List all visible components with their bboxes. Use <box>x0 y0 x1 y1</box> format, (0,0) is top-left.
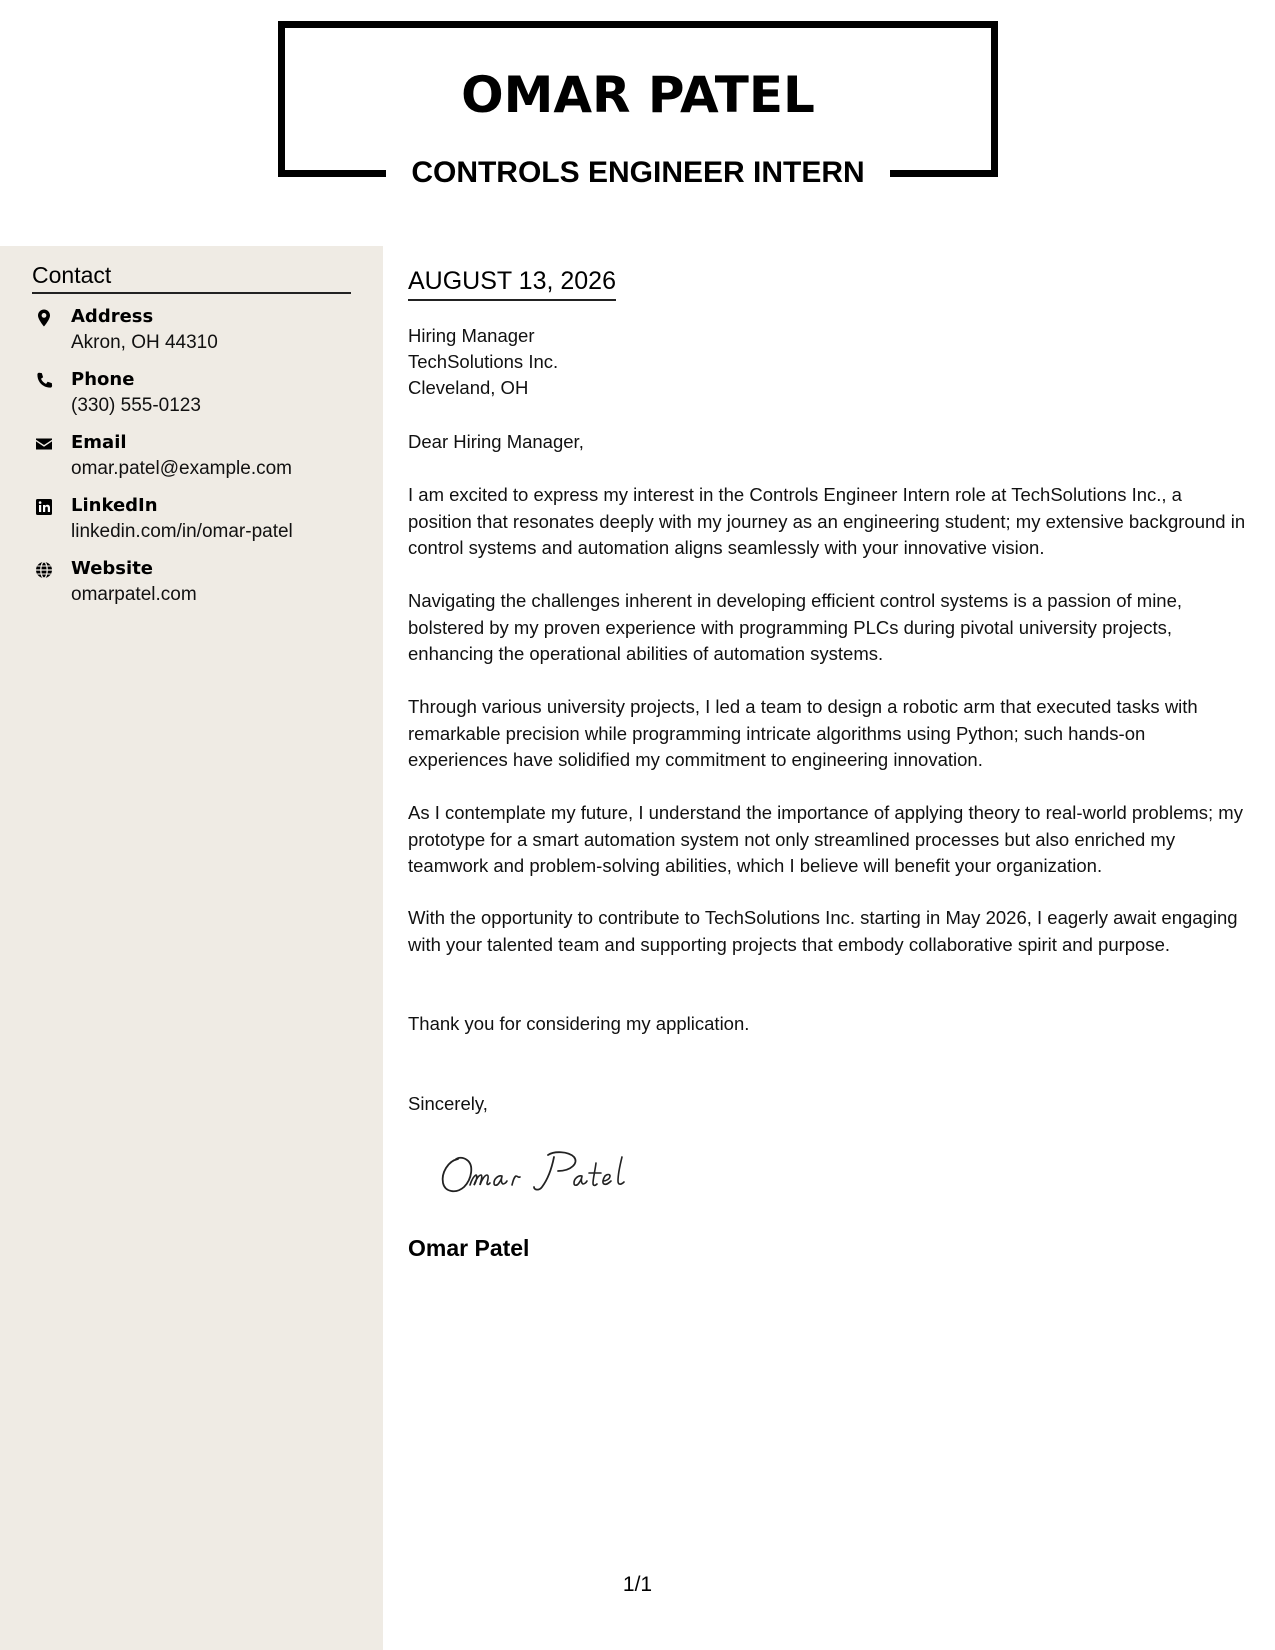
contact-label: Address <box>71 306 154 327</box>
body-paragraph: Through various university projects, I led a team to design a robotic arm that executed tasks with remarkable precision while programming intricate algorithms using Python; such hands-on experiences have solidified my commitment to engineering innovation. <box>408 696 1198 770</box>
handwritten-signature <box>436 1145 676 1201</box>
salutation: Dear Hiring Manager, <box>408 431 584 452</box>
body-paragraph: With the opportunity to contribute to TechSolutions Inc. starting in May 2026, I eagerly await engaging with your talented team and supporting projects that embody collaborative spirit and purpose. <box>408 907 1238 955</box>
body-paragraph: I am excited to express my interest in the Controls Engineer Intern role at TechSolutions Inc., a position that resonates deeply with my journey as an engineering student; my extensive background in control systems and automation aligns seamlessly with your innovative vision. <box>408 484 1246 558</box>
body-paragraph: Thank you for considering my application. <box>408 1013 750 1034</box>
linkedin-icon <box>34 497 54 517</box>
website-value[interactable]: omarpatel.com <box>71 584 197 605</box>
map-pin-icon <box>34 308 54 328</box>
contact-label: Website <box>71 558 154 579</box>
recipient-title: Hiring Manager <box>408 325 535 346</box>
contact-label: Email <box>71 432 127 453</box>
address-value: Akron, OH 44310 <box>71 332 218 353</box>
job-title: CONTROLS ENGINEER INTERN <box>411 156 865 189</box>
globe-icon <box>34 560 54 580</box>
phone-value: (330) 555-0123 <box>71 395 201 416</box>
page-number: 1/1 <box>622 1573 653 1596</box>
linkedin-value[interactable]: linkedin.com/in/omar-patel <box>71 521 293 542</box>
letter-date: AUGUST 13, 2026 <box>408 264 616 301</box>
applicant-name: OMAR PATEL <box>461 66 815 124</box>
contact-label: Phone <box>71 369 135 390</box>
contact-label: LinkedIn <box>71 495 158 516</box>
closing: Sincerely, <box>408 1093 488 1114</box>
recipient-company: TechSolutions Inc. <box>408 351 559 372</box>
email-value[interactable]: omar.patel@example.com <box>71 458 292 479</box>
recipient-block <box>408 323 558 401</box>
recipient-location: Cleveland, OH <box>408 377 529 398</box>
signer-name: Omar Patel <box>408 1235 530 1261</box>
contact-heading: Contact <box>32 258 351 294</box>
envelope-icon <box>34 434 54 454</box>
body-paragraph: Navigating the challenges inherent in developing efficient control systems is a passion of mine, bolstered by my proven experience with programming PLCs during pivotal university projects, enhancing the operational abilities of automation systems. <box>408 590 1183 664</box>
phone-icon <box>34 371 54 391</box>
body-paragraph: As I contemplate my future, I understand the importance of applying theory to real-world problems; my prototype for a smart automation system not only streamlined processes but also enriched my teamwork and problem-solving abilities, which I believe will benefit your organization. <box>408 802 1243 876</box>
